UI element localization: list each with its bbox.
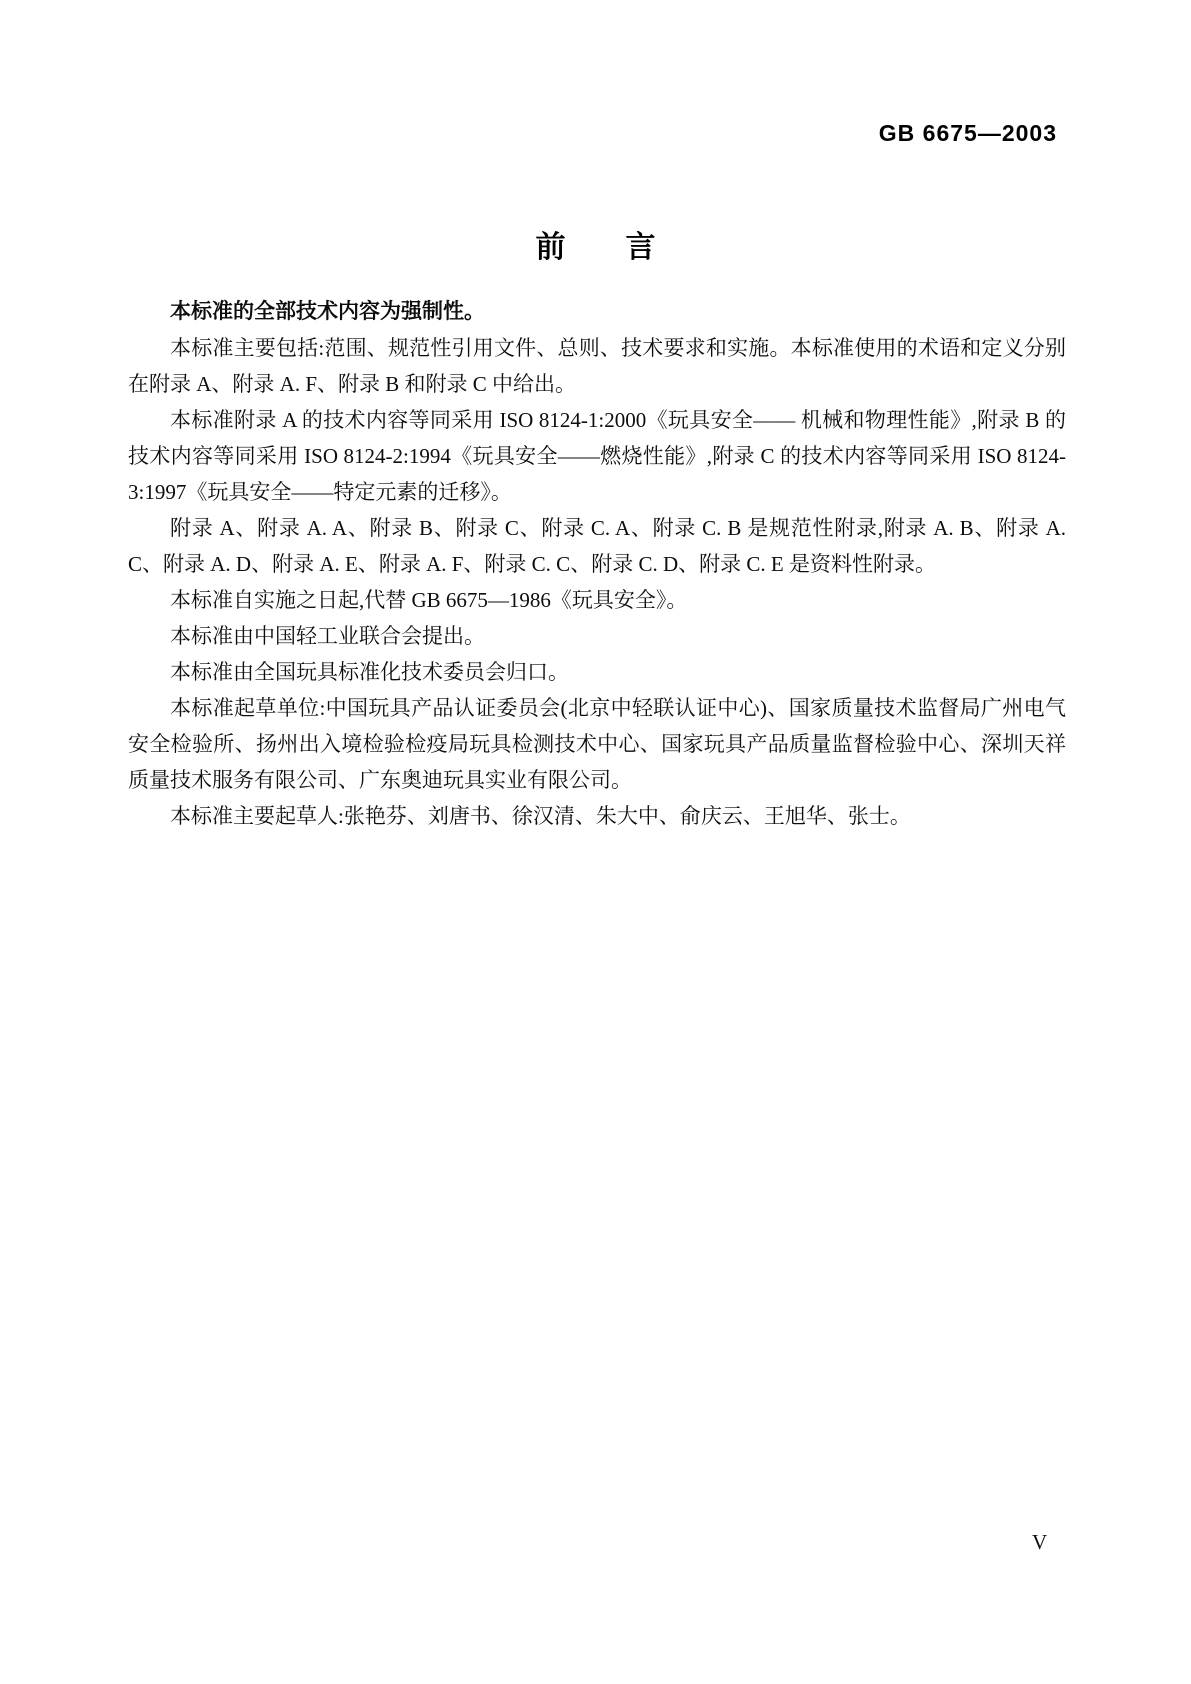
page-number: V: [1032, 1530, 1048, 1554]
paragraph-mandatory-note: 本标准的全部技术内容为强制性。: [170, 300, 485, 323]
page-title: 前 言: [535, 231, 656, 264]
foreword-body: [128, 294, 1066, 834]
standard-code-header: GB 6675—2003: [878, 120, 1057, 146]
paragraph-drafting-organizations: 本标准起草单位:中国玩具产品认证委员会(北京中轻联认证中心)、国家质量技术监督局广州电气安全检验所、扬州出入境检验检疫局玩具检测技术中心、国家玩具产品质量监督检验中心、深圳天祥质量技术服务有限公司、广东奥迪玩具实业有限公司。: [128, 696, 1066, 792]
paragraph-annex-classification: 附录 A、附录 A. A、附录 B、附录 C、附录 C. A、附录 C. B 是规范性附录,附录 A. B、附录 A. C、附录 A. D、附录 A. E、附录 A. F、附录 C. C、附录 C. D、附录 C. E 是资料性附录。: [128, 516, 1066, 576]
paragraph-proposer: 本标准由中国轻工业联合会提出。: [170, 624, 485, 648]
paragraph-iso-adoption: 本标准附录 A 的技术内容等同采用 ISO 8124-1:2000《玩具安全—— 机械和物理性能》,附录 B 的技术内容等同采用 ISO 8124-2:1994《玩具安全——燃烧性能》,附录 C 的技术内容等同采用 ISO 8124-3:1997《玩具安全——特定元素的迁移》。: [128, 408, 1066, 504]
paragraph-scope: 本标准主要包括:范围、规范性引用文件、总则、技术要求和实施。本标准使用的术语和定义分别在附录 A、附录 A. F、附录 B 和附录 C 中给出。: [128, 336, 1066, 396]
paragraph-replacement: 本标准自实施之日起,代替 GB 6675—1986《玩具安全》。: [170, 588, 688, 612]
paragraph-committee: 本标准由全国玩具标准化技术委员会归口。: [170, 660, 569, 684]
paragraph-drafters: 本标准主要起草人:张艳芬、刘唐书、徐汉清、朱大中、俞庆云、王旭华、张士。: [170, 804, 911, 828]
